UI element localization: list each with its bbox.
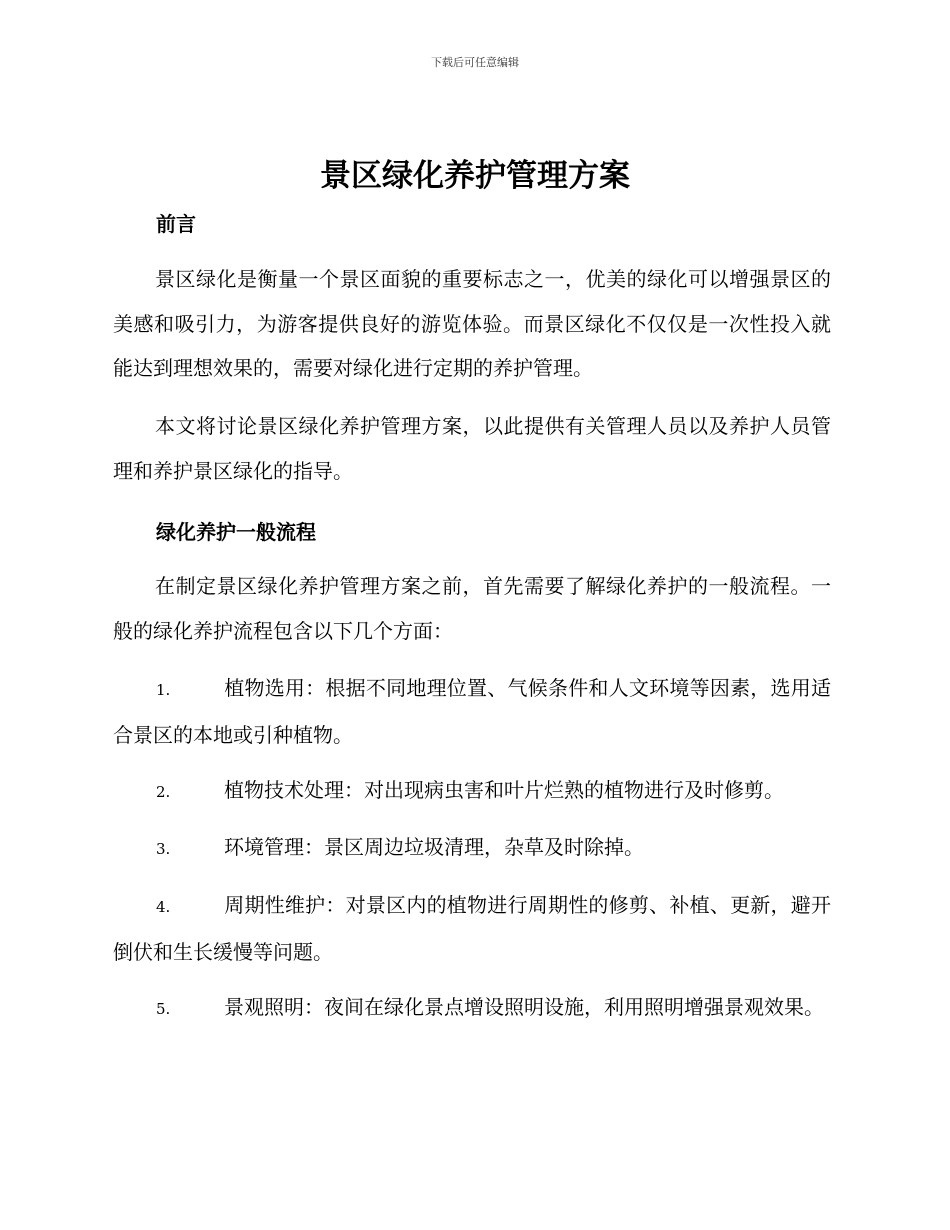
list-item-number: 2. [156,783,171,801]
document-title: 景区绿化养护管理方案 [320,158,630,194]
list-item-text: 植物技术处理：对出现病虫害和叶片烂熟的植物进行及时修剪。 [224,778,784,802]
list-item-number: 5. [156,1000,171,1018]
section-heading-process: 绿化养护一般流程 [156,520,316,544]
list-item [113,825,831,872]
list-item [113,985,831,1032]
list-item-text: 环境管理：景区周边垃圾清理，杂草及时除掉。 [224,835,644,859]
paragraph-preface-2: 本文将讨论景区绿化养护管理方案，以此提供有关管理人员以及养护人员管理和养护景区绿化的指导。 [113,414,831,483]
list-item-text: 景观照明：夜间在绿化景点增设照明设施，利用照明增强景观效果。 [224,995,824,1019]
list-item-number: 1. [156,681,171,699]
list-item-number: 4. [156,898,171,916]
list-item-number: 3. [156,840,171,858]
section-heading-preface: 前言 [156,212,196,236]
list-item-text: 周期性维护：对景区内的植物进行周期性的修剪、补植、更新，避开倒伏和生长缓慢等问题。 [113,893,831,964]
paragraph-process-intro: 在制定景区绿化养护管理方案之前，首先需要了解绿化养护的一般流程。一般的绿化养护流程包含以下几个方面： [113,574,831,643]
list-item [113,883,831,975]
list-item [113,666,831,758]
paragraph-preface-1: 景区绿化是衡量一个景区面貌的重要标志之一，优美的绿化可以增强景区的美感和吸引力，为游客提供良好的游览体验。而景区绿化不仅仅是一次性投入就能达到理想效果的，需要对绿化进行定期的养护管理。 [113,267,831,380]
header-note: 下载后可任意编辑 [431,56,519,69]
list-item [113,768,831,815]
list-item-text: 植物选用：根据不同地理位置、气候条件和人文环境等因素，选用适合景区的本地或引种植物。 [113,676,831,747]
